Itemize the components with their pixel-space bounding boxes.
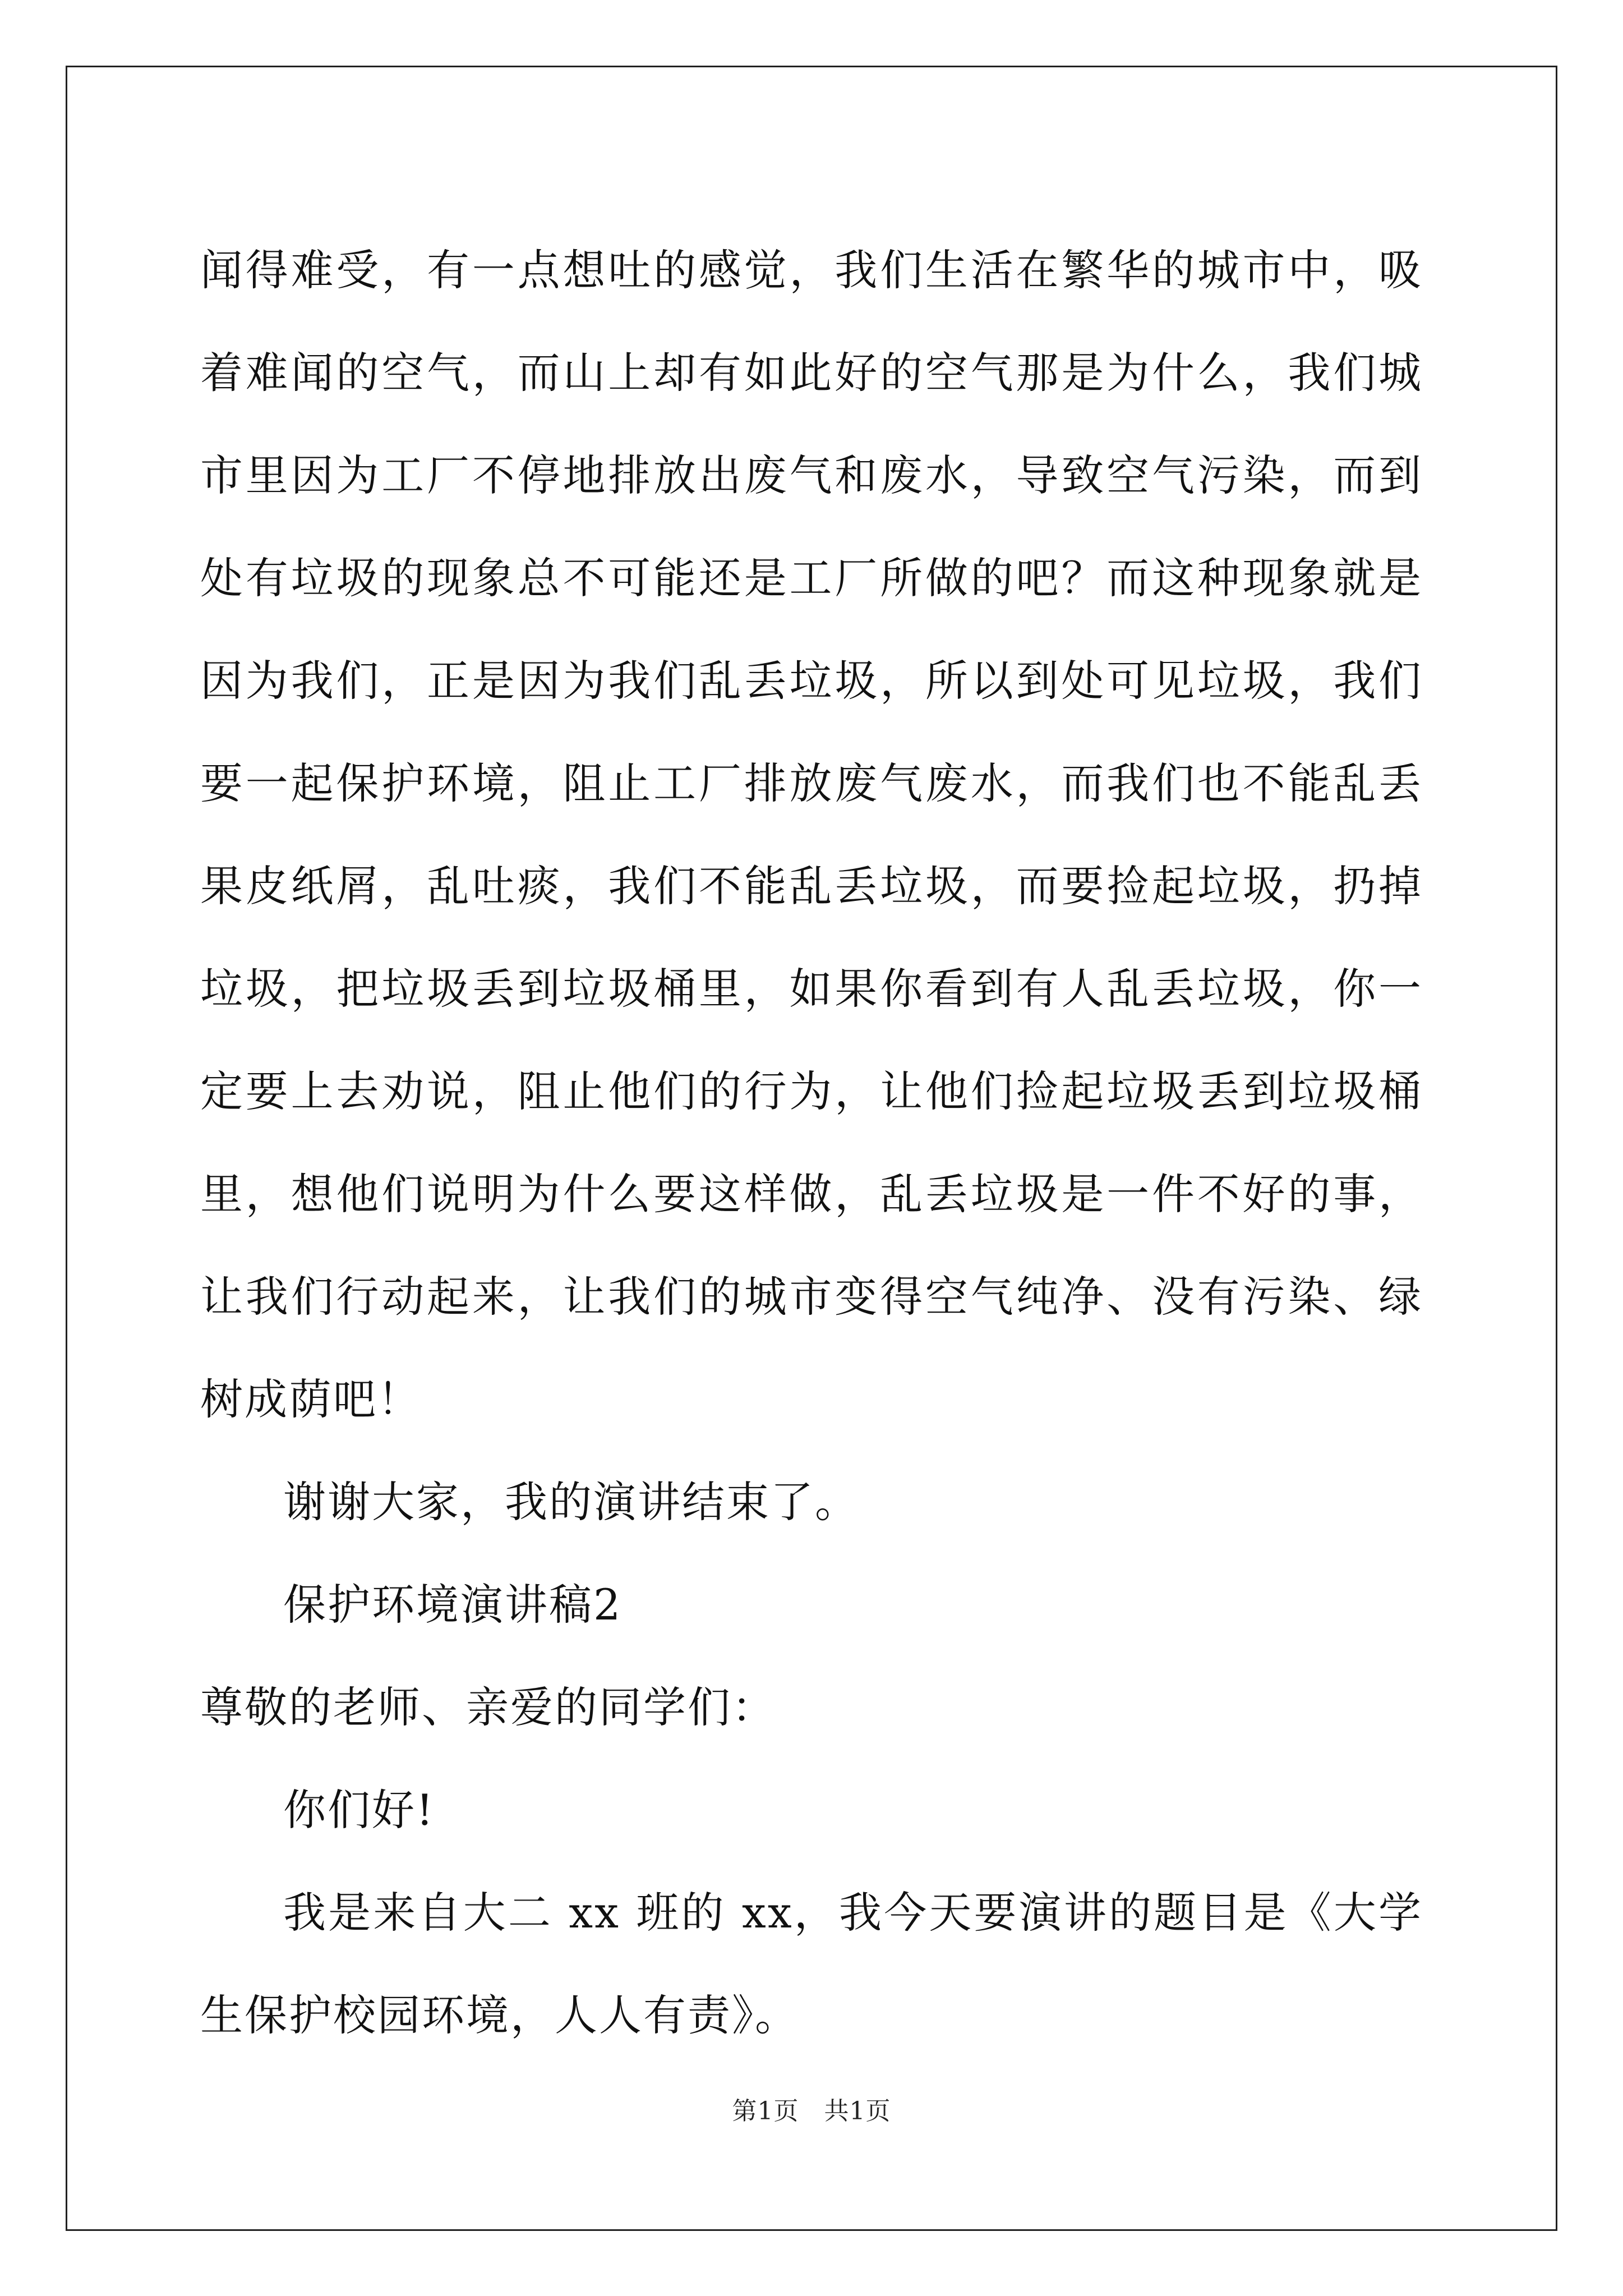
salutation: 尊敬的老师、亲爱的同学们： — [200, 1682, 776, 1732]
paragraph-introduction: 我是来自大二 xx 班的 xx，我今天要演讲的题目是《大学生保护校园环境，人人有责》。 — [200, 1888, 1423, 2040]
section-title: 保护环境演讲稿2 — [283, 1580, 623, 1630]
page-footer: 第1页 共1页 — [732, 2097, 891, 2125]
greeting: 你们好! — [283, 1785, 435, 1835]
paragraph-speech-body: 闻得难受，有一点想吐的感觉，我们生活在繁华的城市中，吸着难闻的空气，而山上却有如此好的空气那是为什么，我们城市里因为工厂不停地排放出废气和废水，导致空气污染，而到处有垃圾的现象总不可能还是工厂所做的吧？而这种现象就是因为我们，正是因为我们乱丢垃圾，所以到处可见垃圾，我们要一起保护环境，阻止工厂排放废气废水，而我们也不能乱丢果皮纸屑，乱吐痰，我们不能乱丢垃圾，而要捡起垃圾，扔掉垃圾，把垃圾丢到垃圾桶里，如果你看到有人乱丢垃圾，你一定要上去劝说，阻止他们的行为，让他们捡起垃圾丢到垃圾桶里，想他们说明为什么要这样做，乱丢垃圾是一件不好的事，让我们行动起来，让我们的城市变得空气纯净、没有污染、绿树成荫吧！ — [200, 245, 1423, 1424]
document-body — [200, 219, 1423, 2067]
paragraph-closing: 谢谢大家，我的演讲结束了。 — [283, 1477, 859, 1527]
